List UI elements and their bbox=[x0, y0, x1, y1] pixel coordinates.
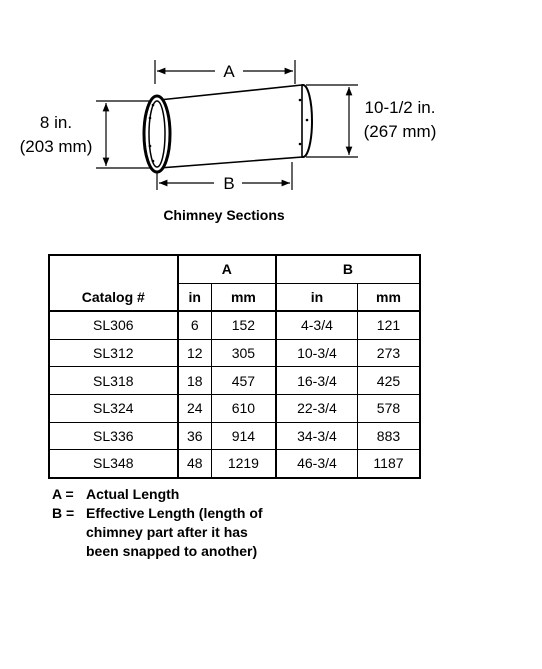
chimney-pipe-drawing bbox=[144, 85, 312, 172]
legend-a-text: Actual Length bbox=[86, 486, 180, 502]
a-mm-cell: 1219 bbox=[211, 450, 276, 478]
dimension-a-label: A bbox=[223, 62, 235, 81]
right-diameter-in: 10-1/2 in. bbox=[364, 98, 436, 117]
a-mm-cell: 914 bbox=[211, 422, 276, 450]
legend-b-text-1: Effective Length (length of bbox=[86, 505, 263, 521]
b-in-cell: 34-3/4 bbox=[276, 422, 358, 450]
a-in-cell: 6 bbox=[178, 311, 212, 339]
catalog-cell: SL348 bbox=[49, 450, 178, 478]
legend-b-text-3: been snapped to another) bbox=[86, 543, 258, 559]
left-diameter-in: 8 in. bbox=[39, 113, 73, 132]
legend-a-key: A = bbox=[52, 486, 74, 502]
legend bbox=[52, 485, 263, 561]
b-mm-cell: 273 bbox=[357, 339, 420, 367]
chimney-sections-table bbox=[48, 254, 421, 479]
table-row bbox=[49, 311, 420, 339]
table-row bbox=[49, 339, 420, 367]
catalog-cell: SL336 bbox=[49, 422, 178, 450]
a-in-cell: 24 bbox=[178, 394, 212, 422]
a-mm-cell: 610 bbox=[211, 394, 276, 422]
b-in-cell: 10-3/4 bbox=[276, 339, 358, 367]
b-mm-cell: 121 bbox=[357, 311, 420, 339]
a-mm-cell: 457 bbox=[211, 367, 276, 395]
b-mm-header: mm bbox=[357, 283, 420, 311]
corner-cell bbox=[49, 255, 178, 283]
catalog-header: Catalog # bbox=[49, 283, 178, 311]
legend-b-key: B = bbox=[52, 505, 75, 521]
group-a-header: A bbox=[178, 255, 276, 283]
catalog-cell: SL306 bbox=[49, 311, 178, 339]
a-in-cell: 48 bbox=[178, 450, 212, 478]
b-mm-cell: 425 bbox=[357, 367, 420, 395]
a-in-cell: 36 bbox=[178, 422, 212, 450]
left-diameter-mm: (203 mm) bbox=[19, 137, 93, 156]
a-in-header: in bbox=[178, 283, 212, 311]
catalog-cell: SL312 bbox=[49, 339, 178, 367]
b-mm-cell: 578 bbox=[357, 394, 420, 422]
chimney-section-diagram bbox=[0, 0, 542, 200]
catalog-cell: SL318 bbox=[49, 367, 178, 395]
table-row bbox=[49, 450, 420, 478]
b-in-header: in bbox=[276, 283, 358, 311]
table-row bbox=[49, 422, 420, 450]
a-in-cell: 18 bbox=[178, 367, 212, 395]
b-mm-cell: 883 bbox=[357, 422, 420, 450]
group-b-header: B bbox=[276, 255, 420, 283]
right-diameter-mm: (267 mm) bbox=[363, 122, 437, 141]
a-mm-cell: 305 bbox=[211, 339, 276, 367]
a-mm-header: mm bbox=[211, 283, 276, 311]
legend-b-text-2: chimney part after it has bbox=[86, 524, 248, 540]
table-row bbox=[49, 394, 420, 422]
b-in-cell: 22-3/4 bbox=[276, 394, 358, 422]
dimension-b-label: B bbox=[223, 174, 235, 193]
a-in-cell: 12 bbox=[178, 339, 212, 367]
b-in-cell: 46-3/4 bbox=[276, 450, 358, 478]
dimension-right-diameter bbox=[306, 85, 358, 157]
b-in-cell: 16-3/4 bbox=[276, 367, 358, 395]
b-mm-cell: 1187 bbox=[357, 450, 420, 478]
a-mm-cell: 152 bbox=[211, 311, 276, 339]
dimension-left-diameter bbox=[96, 101, 150, 168]
b-in-cell: 4-3/4 bbox=[276, 311, 358, 339]
figure-caption: Chimney Sections bbox=[163, 207, 285, 223]
table-row bbox=[49, 367, 420, 395]
catalog-cell: SL324 bbox=[49, 394, 178, 422]
